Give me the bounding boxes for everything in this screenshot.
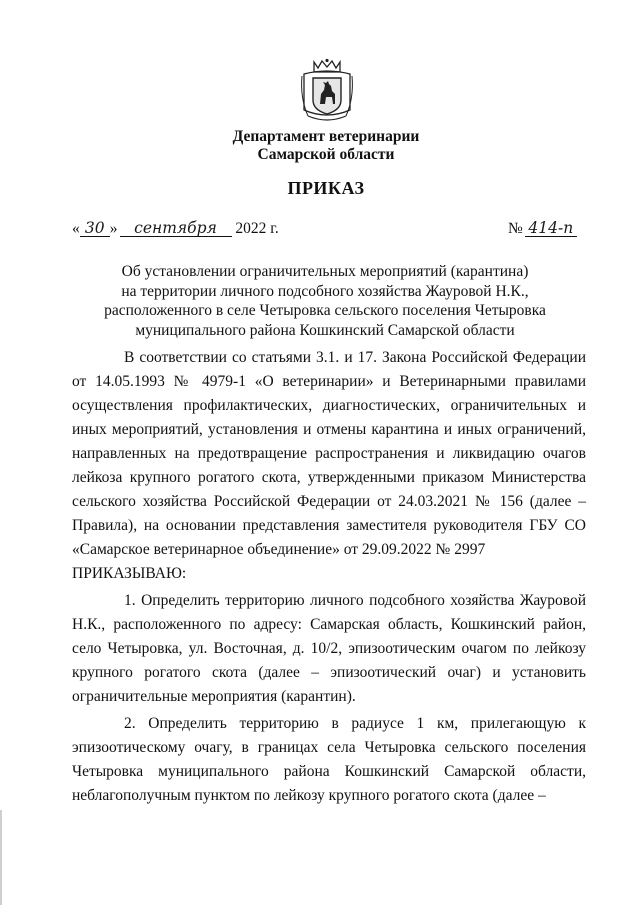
number-prefix: № <box>508 220 523 237</box>
subject-line: Об установлении ограничительных мероприятий (карантина) <box>121 263 529 280</box>
date-year: 2022 г. <box>235 220 279 237</box>
order-directive: ПРИКАЗЫВАЮ: <box>72 565 187 582</box>
number-value: 414-п <box>525 220 577 237</box>
preamble-paragraph: В соответствии со статьями 3.1. и 17. Закона Российской Федерации от 14.05.1993 № 4979-1 «О ветеринарии» и Ветеринарными правилами осуществления профилактических, диагностических, ограничительных и иных мероприятий, установления и отмены карантина и иных ограничений, направленных на предотвращение распространения и ликвидацию очагов лейкоза крупного рогатого скота, утвержденными приказом Министерства сельского хозяйства Российской Федерации от 24.03.2021 № 156 (далее – Правила), на основании представления заместителя руководителя ГБУ СО «Самарское ветеринарное объединение» от 29.09.2022 № 2997 <box>72 349 586 558</box>
order-item-2: 2. Определить территорию в радиусе 1 км, прилегающую к эпизоотическому очагу, в границах села Четыровка сельского поселения Четыровка муниципального района Кошкинский Самарской области, неблагополучным пунктом по лейкозу крупного рогатого скота (далее – <box>72 715 586 804</box>
order-item-1: 1. Определить территорию личного подсобного хозяйства Жауровой Н.К., расположенного по адресу: Самарская область, Кошкинский район, село Четыровка, ул. Восточная, д. 10/2, эпизоотическим очагом по лейкозу крупного рогатого скота (далее – эпизоотический очаг) и установить ограничительные мероприятия (карантин). <box>72 592 586 705</box>
date-month: сентября <box>120 220 232 237</box>
date-open-quote: « <box>72 220 80 237</box>
order-body <box>72 346 586 808</box>
coat-of-arms-icon <box>298 58 356 124</box>
department-name: Департамент ветеринарии <box>232 128 420 145</box>
order-date <box>72 220 302 242</box>
department-region: Самарской области <box>257 146 395 163</box>
order-subject <box>90 262 560 340</box>
subject-line: муниципального района Кошкинский Самарской области <box>135 321 515 339</box>
document-type-title: ПРИКАЗ <box>287 178 365 198</box>
scan-edge <box>0 810 2 905</box>
subject-line: расположенного в селе Четыровка сельского поселения Четыровка <box>104 302 546 319</box>
subject-line: на территории личного подсобного хозяйства Жауровой Н.К., <box>121 282 529 300</box>
order-number <box>508 220 588 242</box>
date-close-quote: » <box>109 220 118 237</box>
date-day: 30 <box>80 220 110 237</box>
